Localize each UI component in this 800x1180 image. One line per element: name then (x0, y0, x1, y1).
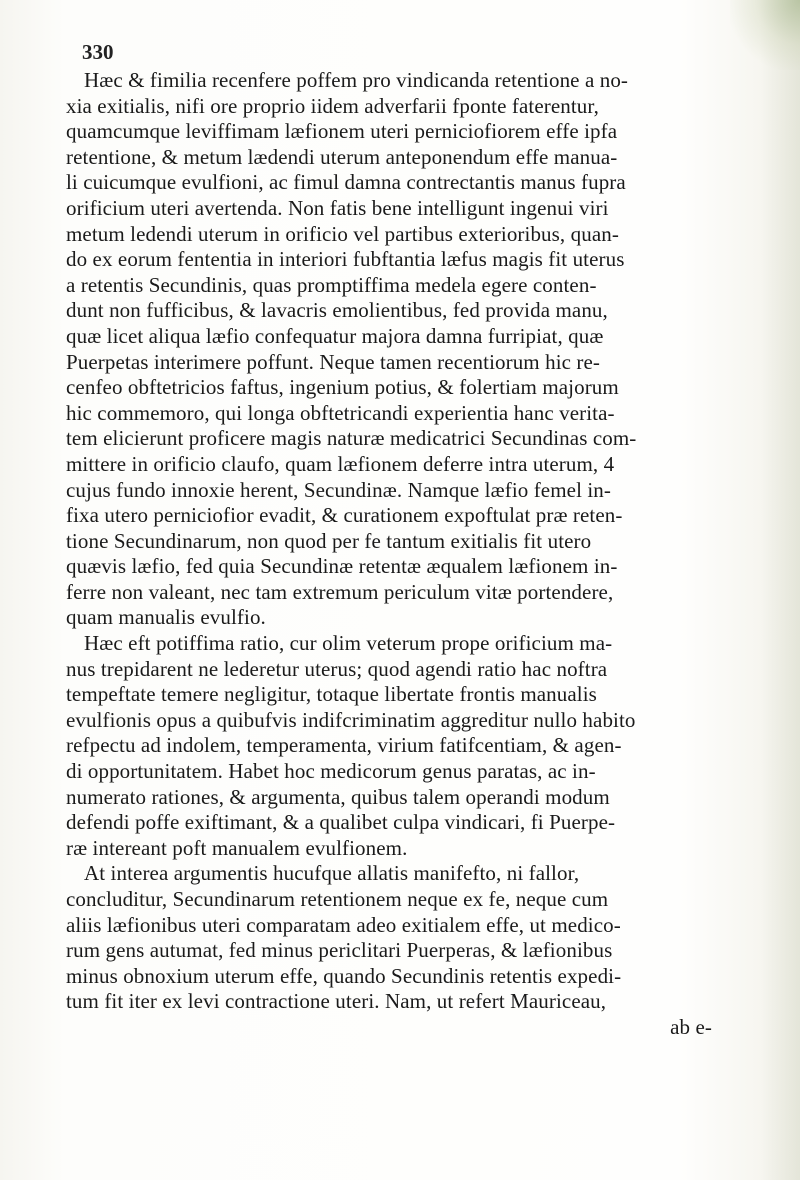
text-line: fixa utero perniciofior evadit, & curationem expoftulat præ reten- (66, 503, 623, 528)
text-line: hic commemoro, qui longa obftetricandi experientia hanc verita- (66, 400, 615, 425)
text-line: tione Secundinarum, non quod per fe tantum exitialis fit utero (66, 528, 592, 553)
text-line: cenfeo obftetricios faftus, ingenium potius, & folertiam majorum (66, 375, 619, 400)
text-line: li cuicumque evulfioni, ac fimul damna contrectantis manus fupra (66, 170, 626, 195)
corner-stain (730, 0, 800, 70)
text-line: ræ intereant poft manualem evulfionem. (66, 835, 408, 860)
text-line: orificium uteri avertenda. Non fatis bene intelligunt ingenui viri (66, 195, 609, 220)
text-line: minus obnoxium uterum effe, quando Secundinis retentis expedi- (66, 963, 622, 988)
text-line: quamcumque leviffimam læfionem uteri perniciofiorem effe ipfa (66, 119, 618, 144)
text-line: numerato rationes, & argumenta, quibus talem operandi modum (66, 784, 610, 809)
text-line: metum ledendi uterum in orificio vel partibus exterioribus, quan- (66, 221, 619, 246)
text-line: tempeftate temere negligitur, totaque libertate frontis manualis (66, 682, 597, 707)
text-line: nus trepidarent ne lederetur uterus; quod agendi ratio hac noftra (66, 656, 608, 681)
text-line: Hæc & fimilia recenfere poffem pro vindicanda retentione a no- (84, 68, 629, 92)
text-line: quæ licet aliqua læfio confequatur majora damna furripiat, quæ (66, 323, 604, 348)
text-line: quævis læfio, fed quia Secundinæ retentæ æqualem læfionem in- (66, 554, 618, 579)
page-number: 330 (82, 40, 114, 64)
body-text (66, 68, 776, 1041)
text-line: xia exitialis, nifi ore proprio iidem adverfarii fponte faterentur, (66, 93, 599, 118)
text-line: At interea argumentis hucufque allatis manifefto, ni fallor, (84, 861, 580, 886)
text-line: ferre non valeant, nec tam extremum periculum vitæ portendere, (66, 579, 614, 604)
text-line: tum fit iter ex levi contractione uteri. Nam, ut refert Mauriceau, (66, 989, 607, 1014)
text-line: do ex eorum fententia in interiori fubftantia læfus magis fit uterus (66, 247, 625, 272)
text-line: a retentis Secundinis, quas promptiffima medela egere conten- (66, 272, 597, 297)
text-line: rum gens autumat, fed minus periclitari Puerperas, & læfionibus (66, 938, 613, 963)
text-line: defendi poffe exiftimant, & a qualibet culpa vindicari, fi Puerpe- (66, 810, 616, 835)
text-line: retentione, & metum lædendi uterum anteponendum effe manua- (66, 144, 618, 169)
text-line: dunt non fufficibus, & lavacris emolientibus, fed provida manu, (66, 298, 608, 323)
text-line: tem elicierunt proficere magis naturæ medicatrici Secundinas com- (66, 426, 637, 451)
text-line: refpectu ad indolem, temperamenta, virium fatifcentiam, & agen- (66, 733, 622, 758)
text-line: di opportunitatem. Habet hoc medicorum genus paratas, ac in- (66, 759, 596, 784)
text-line: Puerpetas interimere poffunt. Neque tamen recentiorum hic re- (66, 349, 601, 374)
text-line: mittere in orificio claufo, quam læfionem deferre intra uterum, 4 (66, 451, 615, 476)
text-line: cujus fundo innoxie herent, Secundinæ. Namque læfio femel in- (66, 477, 611, 502)
text-line: aliis læfionibus uteri comparatam adeo exitialem effe, ut medico- (66, 912, 621, 937)
catchword: ab e- (670, 1014, 712, 1039)
text-line: quam manualis evulfio. (66, 605, 266, 630)
text-line: concluditur, Secundinarum retentionem neque ex fe, neque cum (66, 887, 609, 911)
text-line: evulfionis opus a quibufvis indifcriminatim aggreditur nullo habito (66, 707, 636, 732)
text-line: Hæc eft potiffima ratio, cur olim veterum prope orificium ma- (84, 631, 613, 656)
